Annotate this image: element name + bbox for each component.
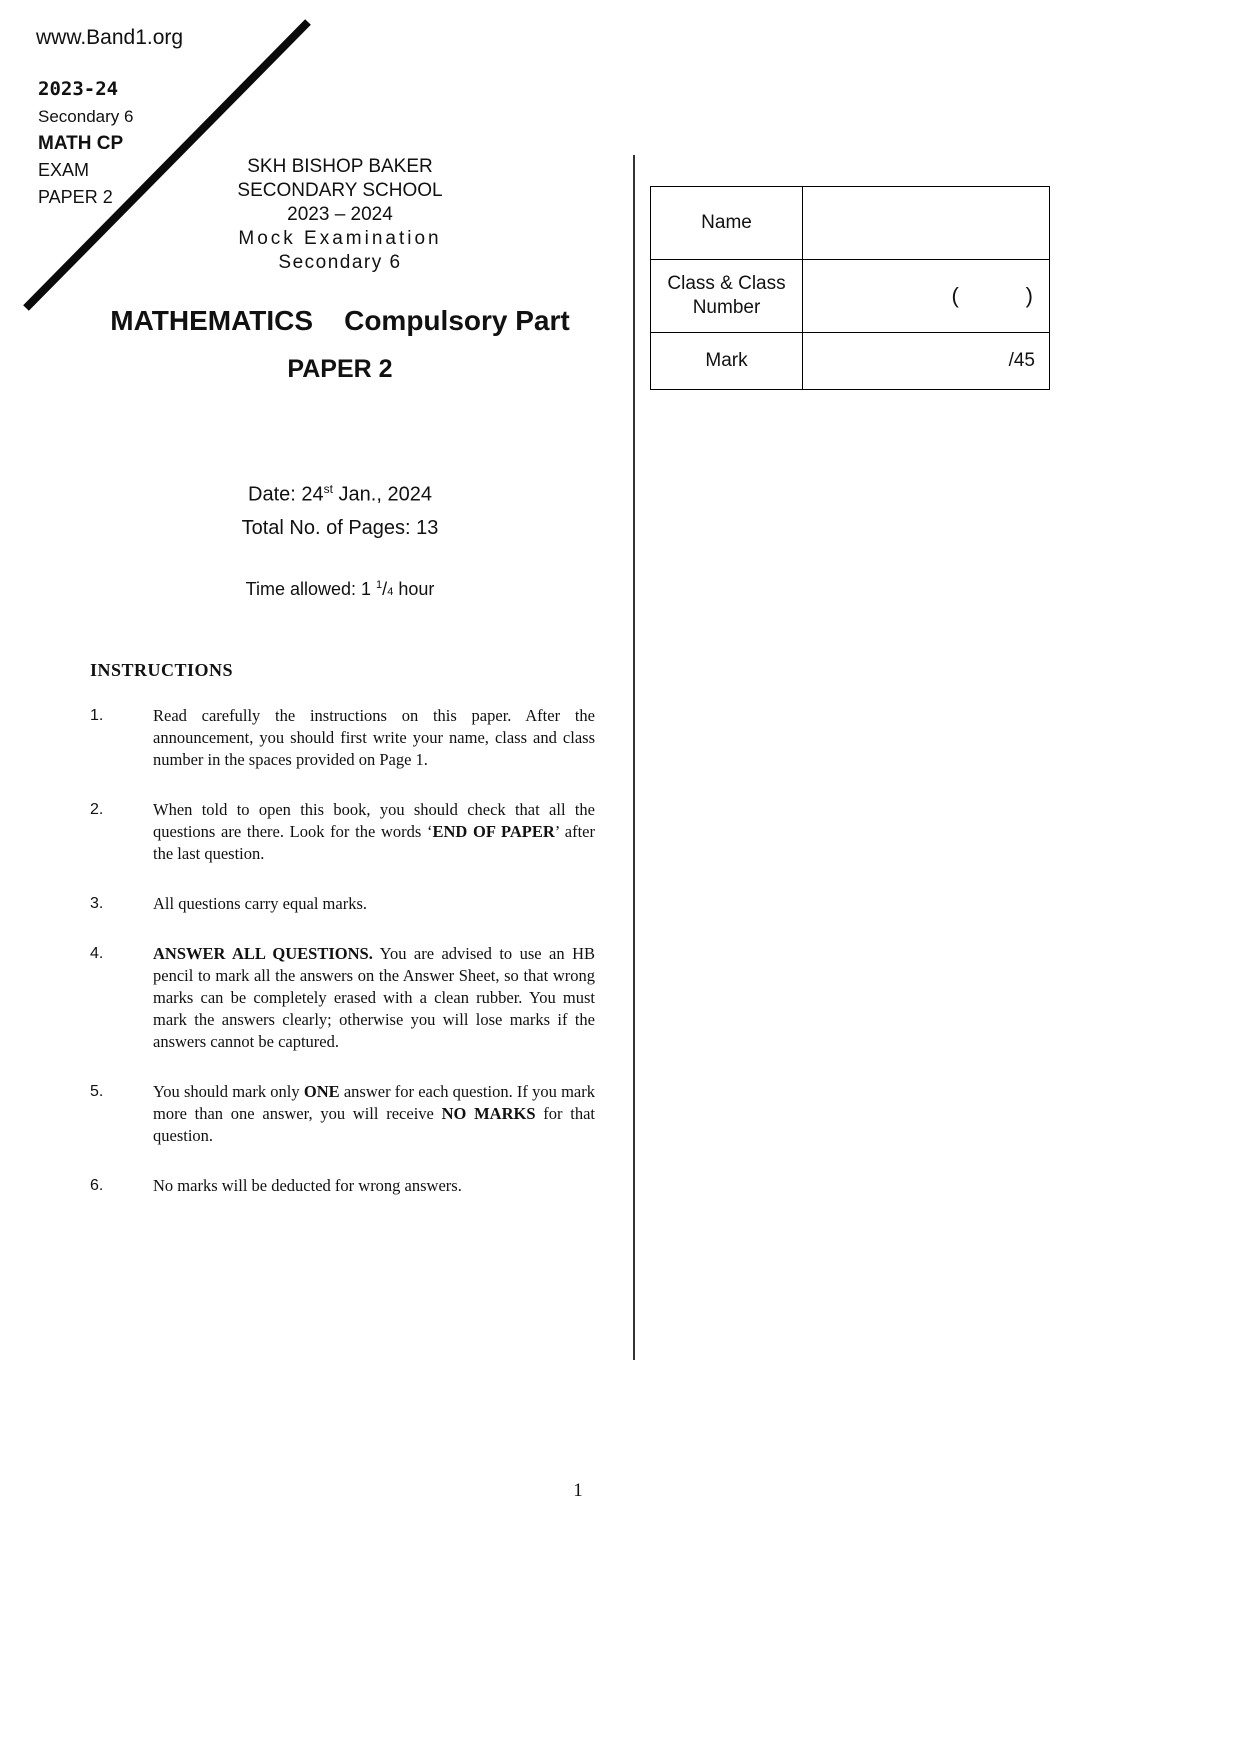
name-label: Name — [651, 187, 803, 260]
instruction-text-segment: ’ after the last question. — [153, 822, 595, 863]
name-value-cell — [803, 187, 1050, 260]
time-allowed — [160, 569, 520, 609]
instruction-text — [153, 1175, 595, 1197]
instruction-item — [90, 893, 595, 915]
instruction-text-bold: END OF PAPER — [432, 822, 555, 841]
instruction-text-segment: You should mark only — [153, 1082, 304, 1101]
exam-level: Secondary 6 — [278, 252, 402, 273]
instruction-text — [153, 799, 595, 865]
vertical-divider-line — [633, 155, 635, 1360]
corner-year: 2023-24 — [38, 78, 119, 100]
date-ordinal: st — [323, 482, 333, 496]
paper-number: PAPER 2 — [287, 355, 393, 383]
instructions-list — [90, 705, 595, 1225]
corner-level: Secondary 6 — [38, 107, 134, 126]
corner-exam: EXAM — [38, 160, 90, 180]
exam-date — [160, 473, 520, 512]
table-row — [651, 333, 1050, 390]
candidate-info-table — [650, 186, 1050, 390]
page-number: 1 — [573, 1480, 583, 1501]
instruction-text-segment: answer for each question. If you mark more than one answer, you will receive — [153, 1082, 595, 1123]
instruction-number: 6. — [90, 1177, 104, 1194]
instruction-text — [153, 893, 595, 915]
instruction-number: 5. — [90, 1083, 104, 1100]
instruction-number: 4. — [90, 945, 104, 962]
date-suffix: Jan., 2024 — [332, 483, 432, 506]
instruction-text-segment: for that question. — [153, 1104, 596, 1145]
instruction-text-bold: NO MARKS — [441, 1104, 536, 1123]
corner-subject: MATH CP — [38, 133, 124, 154]
instruction-text-segment: No marks will be deducted for wrong answers. — [153, 1176, 462, 1195]
instructions-heading: INSTRUCTIONS — [90, 660, 234, 680]
school-name-line2: SECONDARY SCHOOL — [237, 180, 443, 201]
total-pages: Total No. of Pages: 13 — [241, 516, 439, 539]
table-row — [651, 260, 1050, 333]
time-fraction-denominator: 4 — [387, 585, 394, 598]
time-prefix: Time allowed: 1 — [245, 578, 377, 599]
instruction-text-segment: You are advised to use an HB pencil to mark all the answers on the Answer Sheet, so that wrong marks can be completely erased with a clean rubber. You must mark the answers clearly; otherwise you will lose marks if the answers cannot be captured. — [153, 944, 595, 1051]
instruction-item — [90, 799, 595, 865]
paper-title: MATHEMATICS Compulsory Part — [110, 305, 570, 336]
date-prefix: Date: 24 — [248, 483, 324, 506]
instruction-text-bold: ANSWER ALL QUESTIONS. — [153, 944, 373, 963]
instruction-text-segment: When told to open this book, you should check that all the questions are there. Look for the words ‘ — [153, 800, 595, 841]
corner-paper: PAPER 2 — [38, 187, 113, 207]
exam-type: Mock Examination — [238, 228, 442, 249]
instruction-text — [153, 705, 595, 771]
instruction-number: 3. — [90, 895, 104, 912]
time-fraction-slash: / — [382, 578, 388, 599]
class-label: Class & Class Number — [651, 260, 803, 333]
school-header — [160, 155, 520, 275]
time-suffix: hour — [393, 578, 435, 599]
instruction-text — [153, 943, 595, 1053]
instruction-number: 1. — [90, 707, 104, 724]
instruction-number: 2. — [90, 801, 104, 818]
instruction-text-segment: Read carefully the instructions on this paper. After the announcement, you should first write your name, class and class number in the spaces provided on Page 1. — [153, 706, 595, 769]
instruction-text-bold: ONE — [303, 1082, 340, 1101]
watermark-url: www.Band1.org — [36, 26, 184, 49]
paper-title-block — [100, 305, 580, 384]
instruction-item — [90, 943, 595, 1053]
mark-value-cell: /45 — [803, 333, 1050, 390]
exam-details-block — [160, 473, 520, 609]
school-name-line1: SKH BISHOP BAKER — [247, 156, 433, 177]
instruction-item — [90, 1175, 595, 1197]
table-row — [651, 187, 1050, 260]
instruction-item — [90, 1081, 595, 1147]
time-fraction-numerator: 1 — [376, 578, 383, 591]
instruction-item — [90, 705, 595, 771]
mark-label: Mark — [651, 333, 803, 390]
instruction-text-segment: All questions carry equal marks. — [153, 894, 367, 913]
instruction-text — [153, 1081, 595, 1147]
school-year: 2023 – 2024 — [287, 204, 393, 225]
class-value-cell: ( ) — [803, 260, 1050, 333]
